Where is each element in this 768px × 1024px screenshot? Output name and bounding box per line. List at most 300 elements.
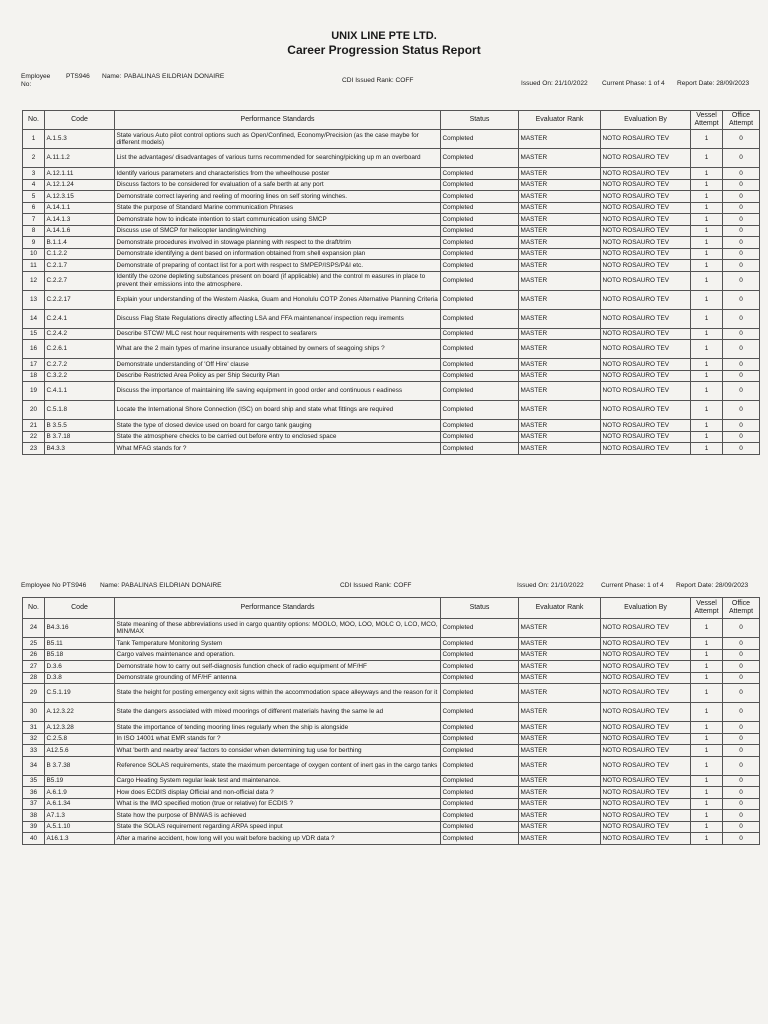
col-office-attempt: Office Attempt [723,111,760,130]
row-evaluation-by: NOTO ROSAURO TEV [601,168,691,180]
row-evaluator-rank: MASTER [519,328,601,340]
row-vessel-attempt: 1 [691,130,723,149]
row-status: Completed [441,401,519,420]
row-evaluation-by: NOTO ROSAURO TEV [601,672,691,684]
row-office-attempt: 0 [723,722,760,734]
row-no: 15 [23,328,45,340]
row-office-attempt: 0 [723,382,760,401]
row-office-attempt: 0 [723,340,760,359]
table-row [23,703,760,722]
row-office-attempt: 0 [723,638,760,650]
row-office-attempt: 0 [723,619,760,638]
row-standard: List the advantages/ disadvantages of various turns recommended for searching/picking up m an overboard [115,149,441,168]
row-evaluator-rank: MASTER [519,775,601,787]
row-office-attempt: 0 [723,787,760,799]
row-no: 2 [23,149,45,168]
row-evaluation-by: NOTO ROSAURO TEV [601,248,691,260]
row-vessel-attempt: 1 [691,214,723,226]
row-no: 11 [23,260,45,272]
row-standard: After a marine accident, how long will you wait before backing up VDR data ? [115,833,441,845]
performance-table-1 [22,110,760,455]
issued-on: Issued On: 21/10/2022 [521,80,588,87]
row-no: 29 [23,684,45,703]
row-standard: State meaning of these abbreviations used in cargo quantity options: MOOLO, MOO, LOO, MOLC O, LCO, MCO, MIN/MAX [115,619,441,638]
row-standard: State how the purpose of BNWAS is achieved [115,810,441,822]
row-code: C.3.2.2 [45,370,115,382]
row-vessel-attempt: 1 [691,237,723,249]
row-status: Completed [441,309,519,328]
row-status: Completed [441,370,519,382]
employee-name: PABALINAS EILDRIAN DONAIRE [124,73,225,80]
row-no: 16 [23,340,45,359]
table-row [23,149,760,168]
row-status: Completed [441,787,519,799]
row-evaluation-by: NOTO ROSAURO TEV [601,431,691,443]
table-row [23,328,760,340]
row-office-attempt: 0 [723,756,760,775]
row-evaluator-rank: MASTER [519,821,601,833]
row-standard: State the atmosphere checks to be carried out before entry to enclosed space [115,431,441,443]
report-date-2: Report Date: 28/09/2023 [676,582,749,589]
table-row [23,672,760,684]
row-code: D.3.8 [45,672,115,684]
row-status: Completed [441,443,519,455]
row-code: A12.5.6 [45,745,115,757]
row-evaluator-rank: MASTER [519,340,601,359]
table-row [23,638,760,650]
row-vessel-attempt: 1 [691,179,723,191]
row-code: C.1.2.2 [45,248,115,260]
table-row [23,733,760,745]
row-evaluation-by: NOTO ROSAURO TEV [601,202,691,214]
col-office-attempt: Office Attempt [723,598,760,619]
row-evaluation-by: NOTO ROSAURO TEV [601,833,691,845]
row-evaluation-by: NOTO ROSAURO TEV [601,420,691,432]
row-code: A.6.1.34 [45,798,115,810]
row-evaluator-rank: MASTER [519,619,601,638]
table-row [23,661,760,673]
col-evaluation-by: Evaluation By [601,598,691,619]
row-evaluator-rank: MASTER [519,810,601,822]
row-code: C.2.2.17 [45,290,115,309]
row-status: Completed [441,237,519,249]
row-evaluator-rank: MASTER [519,787,601,799]
row-evaluation-by: NOTO ROSAURO TEV [601,810,691,822]
row-status: Completed [441,619,519,638]
row-no: 6 [23,202,45,214]
row-vessel-attempt: 1 [691,401,723,420]
col-no: No. [23,111,45,130]
row-vessel-attempt: 1 [691,168,723,180]
row-standard: Identify various parameters and characteristics from the wheelhouse poster [115,168,441,180]
row-vessel-attempt: 1 [691,420,723,432]
row-evaluator-rank: MASTER [519,649,601,661]
row-code: B4.3.16 [45,619,115,638]
row-evaluation-by: NOTO ROSAURO TEV [601,703,691,722]
row-evaluator-rank: MASTER [519,661,601,673]
table-row [23,130,760,149]
row-evaluator-rank: MASTER [519,722,601,734]
table-row [23,401,760,420]
row-code: B5.11 [45,638,115,650]
row-standard: Reference SOLAS requirements, state the maximum percentage of oxygen content of inert gas in the cargo tanks [115,756,441,775]
table-row [23,722,760,734]
row-vessel-attempt: 1 [691,443,723,455]
row-status: Completed [441,672,519,684]
table-row [23,810,760,822]
row-vessel-attempt: 1 [691,271,723,290]
row-office-attempt: 0 [723,810,760,822]
table-2-body [23,619,760,845]
row-standard: Discuss the importance of maintaining life saving equipment in good order and continuous r eadiness [115,382,441,401]
row-office-attempt: 0 [723,370,760,382]
row-office-attempt: 0 [723,833,760,845]
row-evaluator-rank: MASTER [519,290,601,309]
row-standard: State the SOLAS requirement regarding ARPA speed input [115,821,441,833]
row-standard: What 'berth and nearby area' factors to consider when determining tug use for berthing [115,745,441,757]
row-standard: Demonstrate identifying a dent based on information obtained from shell expansion plan [115,248,441,260]
row-evaluator-rank: MASTER [519,130,601,149]
row-standard: What are the 2 main types of marine insurance usually obtained by owners of seagoing ships ? [115,340,441,359]
row-vessel-attempt: 1 [691,775,723,787]
row-evaluator-rank: MASTER [519,638,601,650]
row-evaluation-by: NOTO ROSAURO TEV [601,370,691,382]
row-no: 12 [23,271,45,290]
row-no: 25 [23,638,45,650]
row-evaluation-by: NOTO ROSAURO TEV [601,309,691,328]
report-title: Career Progression Status Report [287,43,481,57]
row-evaluation-by: NOTO ROSAURO TEV [601,649,691,661]
company-name: UNIX LINE PTE LTD. [331,30,437,42]
row-office-attempt: 0 [723,179,760,191]
table-row [23,775,760,787]
table-row [23,359,760,371]
row-office-attempt: 0 [723,214,760,226]
row-code: A.11.1.2 [45,149,115,168]
row-evaluator-rank: MASTER [519,359,601,371]
row-evaluation-by: NOTO ROSAURO TEV [601,745,691,757]
row-office-attempt: 0 [723,260,760,272]
row-evaluator-rank: MASTER [519,149,601,168]
row-status: Completed [441,290,519,309]
row-code: C.5.1.8 [45,401,115,420]
row-status: Completed [441,798,519,810]
col-evaluator-rank: Evaluator Rank [519,598,601,619]
row-office-attempt: 0 [723,309,760,328]
row-code: A.14.1.6 [45,225,115,237]
row-vessel-attempt: 1 [691,745,723,757]
row-evaluation-by: NOTO ROSAURO TEV [601,787,691,799]
row-standard: Discuss factors to be considered for evaluation of a safe berth at any port [115,179,441,191]
row-evaluator-rank: MASTER [519,833,601,845]
row-code: C.4.1.1 [45,382,115,401]
row-standard: State the height for posting emergency exit signs within the accommodation space alleyways and the reason for it [115,684,441,703]
row-evaluator-rank: MASTER [519,733,601,745]
row-evaluation-by: NOTO ROSAURO TEV [601,798,691,810]
row-evaluator-rank: MASTER [519,672,601,684]
row-vessel-attempt: 1 [691,684,723,703]
row-vessel-attempt: 1 [691,328,723,340]
row-status: Completed [441,179,519,191]
row-evaluator-rank: MASTER [519,237,601,249]
row-office-attempt: 0 [723,798,760,810]
row-evaluation-by: NOTO ROSAURO TEV [601,225,691,237]
row-evaluation-by: NOTO ROSAURO TEV [601,214,691,226]
employee-no-label: Employee No: [21,73,51,88]
row-standard: Describe Restricted Area Policy as per Ship Security Plan [115,370,441,382]
row-office-attempt: 0 [723,168,760,180]
row-status: Completed [441,821,519,833]
row-office-attempt: 0 [723,443,760,455]
row-standard: Demonstrate how to indicate intention to start communication using SMCP [115,214,441,226]
row-standard: Demonstrate correct layering and reeling of mooring lines on self storing winches. [115,191,441,203]
row-evaluation-by: NOTO ROSAURO TEV [601,382,691,401]
row-evaluation-by: NOTO ROSAURO TEV [601,290,691,309]
col-status: Status [441,598,519,619]
row-standard: State the dangers associated with mixed moorings of different materials having the same le ad [115,703,441,722]
row-status: Completed [441,431,519,443]
row-evaluator-rank: MASTER [519,684,601,703]
row-office-attempt: 0 [723,130,760,149]
row-evaluator-rank: MASTER [519,382,601,401]
row-status: Completed [441,684,519,703]
row-standard: Identify the ozone depleting substances present on board (if applicable) and the control m easures in place to prevent their emissions into the atmosphere. [115,271,441,290]
row-status: Completed [441,775,519,787]
table-row [23,420,760,432]
row-office-attempt: 0 [723,672,760,684]
row-evaluator-rank: MASTER [519,225,601,237]
row-evaluation-by: NOTO ROSAURO TEV [601,237,691,249]
row-vessel-attempt: 1 [691,733,723,745]
row-no: 35 [23,775,45,787]
row-standard: Describe STCW/ MLC rest hour requirements with respect to seafarers [115,328,441,340]
row-status: Completed [441,420,519,432]
row-vessel-attempt: 1 [691,340,723,359]
row-vessel-attempt: 1 [691,370,723,382]
row-status: Completed [441,328,519,340]
table-row [23,248,760,260]
row-evaluator-rank: MASTER [519,202,601,214]
row-evaluator-rank: MASTER [519,370,601,382]
row-no: 31 [23,722,45,734]
row-code: C.2.6.1 [45,340,115,359]
row-status: Completed [441,225,519,237]
row-office-attempt: 0 [723,775,760,787]
row-status: Completed [441,756,519,775]
row-evaluator-rank: MASTER [519,745,601,757]
row-standard: Tank Temperature Monitoring System [115,638,441,650]
row-vessel-attempt: 1 [691,191,723,203]
row-office-attempt: 0 [723,237,760,249]
col-vessel-attempt: Vessel Attempt [691,598,723,619]
row-status: Completed [441,638,519,650]
row-no: 14 [23,309,45,328]
row-no: 19 [23,382,45,401]
row-standard: State the purpose of Standard Marine communication Phrases [115,202,441,214]
cdi-issued-rank-2: CDI Issued Rank: COFF [340,582,412,589]
row-no: 30 [23,703,45,722]
table-row [23,237,760,249]
row-evaluator-rank: MASTER [519,214,601,226]
table-1-body [23,130,760,455]
col-status: Status [441,111,519,130]
row-code: C.2.1.7 [45,260,115,272]
row-standard: Discuss Flag State Regulations directly affecting LSA and FFA maintenance/ inspection requ irements [115,309,441,328]
row-code: A.12.1.11 [45,168,115,180]
table-row [23,260,760,272]
row-vessel-attempt: 1 [691,661,723,673]
row-evaluation-by: NOTO ROSAURO TEV [601,619,691,638]
current-phase: Current Phase: 1 of 4 [602,80,665,87]
row-no: 34 [23,756,45,775]
row-evaluator-rank: MASTER [519,703,601,722]
row-office-attempt: 0 [723,225,760,237]
row-no: 3 [23,168,45,180]
row-vessel-attempt: 1 [691,202,723,214]
row-vessel-attempt: 1 [691,787,723,799]
row-standard: State various Auto pilot control options such as Open/Confined, Economy/Precision (as the case maybe for different models) [115,130,441,149]
row-code: A.6.1.9 [45,787,115,799]
row-code: C.5.1.19 [45,684,115,703]
table-row [23,191,760,203]
col-standards: Performance Standards [115,111,441,130]
row-code: A.12.3.22 [45,703,115,722]
table-row [23,202,760,214]
col-evaluator-rank: Evaluator Rank [519,111,601,130]
row-office-attempt: 0 [723,684,760,703]
row-status: Completed [441,833,519,845]
row-status: Completed [441,271,519,290]
row-status: Completed [441,745,519,757]
row-standard: Demonstrate of preparing of contact list for a port with respect to SMPEP/ISPS/P&I etc. [115,260,441,272]
row-evaluation-by: NOTO ROSAURO TEV [601,359,691,371]
row-code: A7.1.3 [45,810,115,822]
row-code: A.14.1.3 [45,214,115,226]
row-code: C.2.4.1 [45,309,115,328]
row-office-attempt: 0 [723,420,760,432]
row-status: Completed [441,260,519,272]
row-status: Completed [441,168,519,180]
row-vessel-attempt: 1 [691,833,723,845]
row-vessel-attempt: 1 [691,798,723,810]
col-code: Code [45,598,115,619]
row-code: A.14.1.1 [45,202,115,214]
row-no: 8 [23,225,45,237]
row-vessel-attempt: 1 [691,638,723,650]
row-code: C.2.7.2 [45,359,115,371]
row-standard: State the type of closed device used on board for cargo tank gauging [115,420,441,432]
row-status: Completed [441,202,519,214]
row-standard: In ISO 14001 what EMR stands for ? [115,733,441,745]
performance-table-2 [22,597,760,845]
row-vessel-attempt: 1 [691,821,723,833]
row-code: C.2.2.7 [45,271,115,290]
col-vessel-attempt: Vessel Attempt [691,111,723,130]
row-evaluation-by: NOTO ROSAURO TEV [601,733,691,745]
row-evaluator-rank: MASTER [519,309,601,328]
row-vessel-attempt: 1 [691,756,723,775]
table-row [23,684,760,703]
row-no: 33 [23,745,45,757]
row-no: 1 [23,130,45,149]
col-evaluation-by: Evaluation By [601,111,691,130]
employee-no-2: Employee No PTS946 [21,582,87,589]
row-status: Completed [441,130,519,149]
row-evaluator-rank: MASTER [519,260,601,272]
row-evaluation-by: NOTO ROSAURO TEV [601,775,691,787]
row-no: 9 [23,237,45,249]
row-no: 37 [23,798,45,810]
row-no: 7 [23,214,45,226]
row-no: 23 [23,443,45,455]
table-row [23,745,760,757]
row-vessel-attempt: 1 [691,248,723,260]
row-standard: What is the IMO specified motion (true or relative) for ECDIS ? [115,798,441,810]
row-status: Completed [441,722,519,734]
table-row [23,214,760,226]
row-standard: Discuss use of SMCP for helicopter landing/winching [115,225,441,237]
row-office-attempt: 0 [723,431,760,443]
row-evaluator-rank: MASTER [519,756,601,775]
row-no: 40 [23,833,45,845]
row-status: Completed [441,149,519,168]
row-evaluation-by: NOTO ROSAURO TEV [601,401,691,420]
row-code: B.1.1.4 [45,237,115,249]
row-code: B 3.7.18 [45,431,115,443]
row-standard: Cargo valves maintenance and operation. [115,649,441,661]
row-no: 36 [23,787,45,799]
row-office-attempt: 0 [723,661,760,673]
name-label: Name: [102,73,122,80]
row-no: 10 [23,248,45,260]
row-standard: What MFAG stands for ? [115,443,441,455]
row-evaluation-by: NOTO ROSAURO TEV [601,130,691,149]
row-office-attempt: 0 [723,248,760,260]
table-row [23,309,760,328]
row-no: 5 [23,191,45,203]
row-status: Completed [441,248,519,260]
row-evaluation-by: NOTO ROSAURO TEV [601,149,691,168]
row-code: B 3.5.5 [45,420,115,432]
row-evaluator-rank: MASTER [519,179,601,191]
row-office-attempt: 0 [723,703,760,722]
table-row [23,649,760,661]
row-standard: State the importance of tending mooring lines regularly when the ship is alongside [115,722,441,734]
table-row [23,798,760,810]
table-row [23,619,760,638]
table-row [23,168,760,180]
report-date: Report Date: 28/09/2023 [677,80,750,87]
row-vessel-attempt: 1 [691,359,723,371]
row-code: A.12.1.24 [45,179,115,191]
row-office-attempt: 0 [723,328,760,340]
row-evaluation-by: NOTO ROSAURO TEV [601,638,691,650]
row-evaluator-rank: MASTER [519,191,601,203]
table-row [23,340,760,359]
row-evaluation-by: NOTO ROSAURO TEV [601,661,691,673]
row-standard: Explain your understanding of the Western Alaska, Guam and Honolulu COTP Zones Alternative Planning Criteria [115,290,441,309]
row-status: Completed [441,382,519,401]
row-no: 27 [23,661,45,673]
table-row [23,271,760,290]
row-office-attempt: 0 [723,401,760,420]
row-vessel-attempt: 1 [691,722,723,734]
row-no: 28 [23,672,45,684]
table-row [23,443,760,455]
row-office-attempt: 0 [723,149,760,168]
row-office-attempt: 0 [723,733,760,745]
table-row [23,821,760,833]
